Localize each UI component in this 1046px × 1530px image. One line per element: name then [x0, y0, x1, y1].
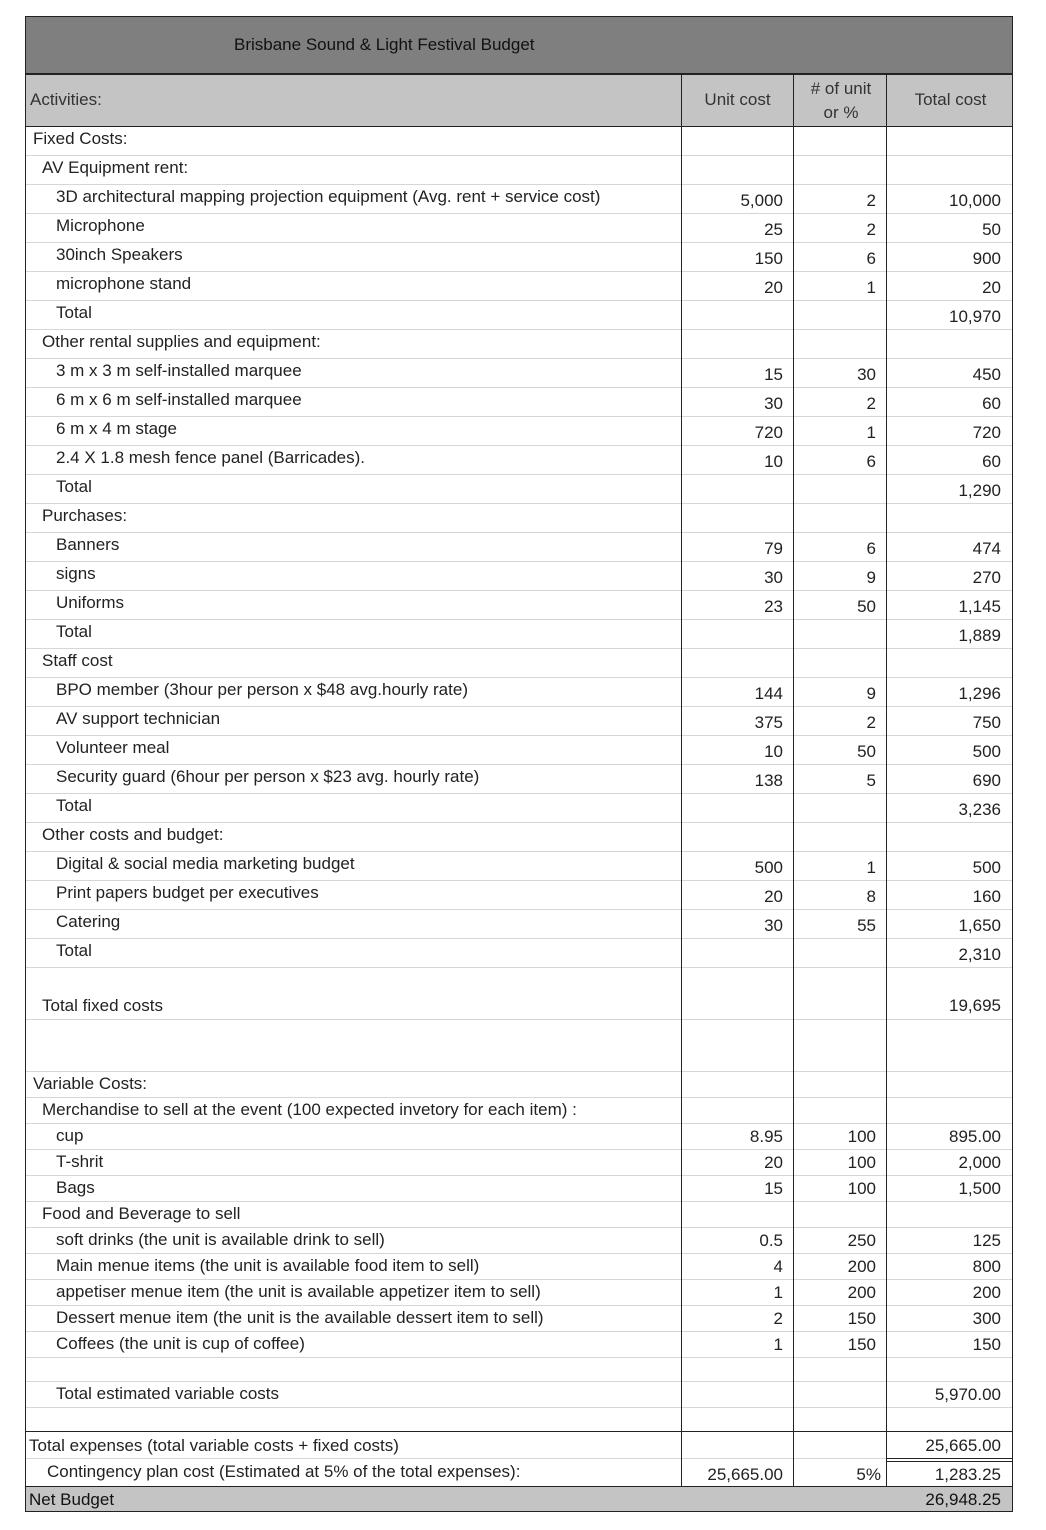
row-total: 800 — [972, 1257, 1001, 1276]
row-unit-cost: 1 — [773, 1335, 783, 1354]
table-row — [25, 214, 1013, 243]
table-row — [25, 1382, 1013, 1408]
row-label: cup — [56, 1126, 84, 1145]
row-label: Total estimated variable costs — [56, 1384, 279, 1403]
row-label: Microphone — [56, 216, 145, 235]
row-qty: 55 — [857, 916, 876, 935]
row-label: Total — [56, 622, 92, 641]
row-label: Total — [56, 303, 92, 322]
row-total: 10,000 — [949, 191, 1001, 210]
row-label: Catering — [56, 912, 121, 931]
row-unit-cost: 20 — [764, 1153, 783, 1172]
row-total: 895.00 — [949, 1127, 1001, 1146]
row-total: 1,145 — [958, 597, 1001, 616]
table-row — [25, 736, 1013, 765]
right-border — [1012, 126, 1013, 1512]
row-qty: 1 — [866, 423, 876, 442]
row-label: 2.4 X 1.8 mesh fence panel (Barricades). — [56, 448, 365, 467]
table-row — [25, 388, 1013, 417]
table-row — [25, 1408, 1013, 1432]
row-total: 270 — [972, 568, 1001, 587]
row-label: Other costs and budget: — [42, 825, 224, 844]
row-unit-cost: 720 — [754, 423, 783, 442]
table-row — [25, 272, 1013, 301]
row-total: 474 — [972, 539, 1001, 558]
header-units-line1: # of unit — [810, 79, 872, 98]
row-label: soft drinks (the unit is available drink to sell) — [56, 1230, 385, 1249]
table-row — [25, 1280, 1013, 1306]
row-label: 6 m x 4 m stage — [56, 419, 177, 438]
table-row — [25, 939, 1013, 968]
table-row — [25, 852, 1013, 881]
row-unit-cost: 30 — [764, 568, 783, 587]
row-label: signs — [56, 564, 96, 583]
row-total: 200 — [972, 1283, 1001, 1302]
row-label: Purchases: — [42, 506, 128, 525]
table-row — [25, 707, 1013, 736]
row-qty: 2 — [866, 394, 876, 413]
col-divider-total — [886, 74, 887, 1486]
left-border — [25, 126, 26, 1512]
row-total: 20 — [982, 278, 1001, 297]
row-total: 50 — [982, 220, 1001, 239]
row-label: AV support technician — [56, 709, 221, 728]
col-divider-unit — [681, 74, 682, 1486]
total-expenses-value: 25,665.00 — [925, 1436, 1001, 1455]
row-qty: 9 — [866, 684, 876, 703]
row-label: Total fixed costs — [42, 996, 163, 1015]
row-label: Staff cost — [42, 651, 113, 670]
row-label: Fixed Costs: — [33, 129, 128, 148]
table-row — [25, 185, 1013, 214]
net-budget-label: Net Budget — [29, 1490, 115, 1509]
row-label: Total — [56, 477, 92, 496]
row-label: Volunteer meal — [56, 738, 170, 757]
row-label: BPO member (3hour per person x $48 avg.hourly rate) — [56, 680, 468, 699]
row-label: Bags — [56, 1178, 95, 1197]
row-total: 60 — [982, 394, 1001, 413]
row-qty: 150 — [847, 1309, 876, 1328]
table-row — [25, 794, 1013, 823]
row-qty: 2 — [866, 713, 876, 732]
summary-top-border — [25, 1431, 1013, 1432]
col-divider-qty — [793, 74, 794, 1486]
row-label: Banners — [56, 535, 120, 554]
row-total: 2,310 — [958, 945, 1001, 964]
row-label: 3 m x 3 m self-installed marquee — [56, 361, 302, 380]
net-budget-value: 26,948.25 — [925, 1490, 1001, 1509]
table-row — [25, 127, 1013, 156]
table-row — [25, 1254, 1013, 1280]
table-row — [25, 620, 1013, 649]
row-qty: 50 — [857, 597, 876, 616]
table-row — [25, 1072, 1013, 1098]
row-label: Security guard (6hour per person x $23 avg. hourly rate) — [56, 767, 480, 786]
row-label: microphone stand — [56, 274, 192, 293]
table-row — [25, 823, 1013, 852]
contingency-value: 1,283.25 — [934, 1465, 1001, 1484]
row-label: Variable Costs: — [33, 1074, 148, 1093]
double-underline-1 — [887, 1458, 1012, 1459]
row-total: 1,889 — [958, 626, 1001, 645]
row-unit-cost: 10 — [764, 742, 783, 761]
row-qty: 2 — [866, 191, 876, 210]
row-qty: 100 — [847, 1127, 876, 1146]
table-row — [25, 301, 1013, 330]
row-qty: 250 — [847, 1231, 876, 1250]
row-total: 150 — [972, 1335, 1001, 1354]
row-total: 19,695 — [949, 996, 1001, 1015]
row-label: T-shrit — [56, 1152, 104, 1171]
row-label: 6 m x 6 m self-installed marquee — [56, 390, 302, 409]
table-row — [25, 1358, 1013, 1382]
row-qty: 6 — [866, 249, 876, 268]
contingency-label: Contingency plan cost (Estimated at 5% of the total expenses): — [47, 1462, 521, 1481]
table-row — [25, 1202, 1013, 1228]
row-total: 3,236 — [958, 800, 1001, 819]
row-total: 160 — [972, 887, 1001, 906]
title-bar — [25, 16, 1013, 74]
header-total-cost: Total cost — [914, 90, 987, 109]
row-unit-cost: 30 — [764, 916, 783, 935]
row-qty: 1 — [866, 278, 876, 297]
table-row — [25, 678, 1013, 707]
row-qty: 8 — [866, 887, 876, 906]
row-label: Dessert menue item (the unit is the available dessert item to sell) — [56, 1308, 544, 1327]
header-row — [25, 74, 1013, 127]
row-unit-cost: 25 — [764, 220, 783, 239]
table-row — [25, 881, 1013, 910]
row-label: Total — [56, 796, 92, 815]
row-total: 60 — [982, 452, 1001, 471]
row-unit-cost: 20 — [764, 887, 783, 906]
row-qty: 6 — [866, 452, 876, 471]
table-row — [25, 1306, 1013, 1332]
contingency-unit: 25,665.00 — [707, 1465, 783, 1484]
contingency-row — [25, 1460, 1013, 1486]
row-unit-cost: 20 — [764, 278, 783, 297]
row-unit-cost: 23 — [764, 597, 783, 616]
row-qty: 5 — [866, 771, 876, 790]
row-label: Other rental supplies and equipment: — [42, 332, 321, 351]
row-qty: 200 — [847, 1257, 876, 1276]
table-row — [25, 649, 1013, 678]
row-qty: 100 — [847, 1179, 876, 1198]
row-qty: 6 — [866, 539, 876, 558]
sheet-title: Brisbane Sound & Light Festival Budget — [234, 35, 535, 54]
row-total: 10,970 — [949, 307, 1001, 326]
row-label: Food and Beverage to sell — [42, 1204, 241, 1223]
table-row — [25, 475, 1013, 504]
row-qty: 100 — [847, 1153, 876, 1172]
table-row — [25, 1228, 1013, 1254]
row-label: AV Equipment rent: — [42, 158, 189, 177]
table-row — [25, 1176, 1013, 1202]
row-unit-cost: 150 — [754, 249, 783, 268]
row-unit-cost: 10 — [764, 452, 783, 471]
row-total: 1,290 — [958, 481, 1001, 500]
table-row — [25, 156, 1013, 185]
row-unit-cost: 138 — [754, 771, 783, 790]
row-total: 1,650 — [958, 916, 1001, 935]
row-total: 5,970.00 — [934, 1385, 1001, 1404]
table-row — [25, 765, 1013, 794]
row-unit-cost: 5,000 — [740, 191, 783, 210]
row-label: appetiser menue item (the unit is available appetizer item to sell) — [56, 1282, 541, 1301]
row-total: 1,500 — [958, 1179, 1001, 1198]
table-row — [25, 1098, 1013, 1124]
table-row — [25, 243, 1013, 272]
row-label: 3D architectural mapping projection equipment (Avg. rent + service cost) — [56, 187, 601, 206]
table-row — [25, 1124, 1013, 1150]
row-unit-cost: 500 — [754, 858, 783, 877]
row-label: Total — [56, 941, 92, 960]
row-total: 500 — [972, 742, 1001, 761]
table-row — [25, 1332, 1013, 1358]
row-unit-cost: 30 — [764, 394, 783, 413]
row-qty: 50 — [857, 742, 876, 761]
row-unit-cost: 15 — [764, 365, 783, 384]
header-units-line2: or % — [823, 103, 859, 122]
row-unit-cost: 0.5 — [759, 1231, 783, 1250]
row-unit-cost: 79 — [764, 539, 783, 558]
row-label: 30inch Speakers — [56, 245, 183, 264]
row-total: 500 — [972, 858, 1001, 877]
row-qty: 200 — [847, 1283, 876, 1302]
row-label: Digital & social media marketing budget — [56, 854, 355, 873]
contingency-pct: 5% — [856, 1465, 881, 1484]
header-activities: Activities: — [30, 90, 102, 109]
header-units — [794, 77, 888, 125]
total-expenses-row — [25, 1433, 1013, 1459]
row-label: Coffees (the unit is cup of coffee) — [56, 1334, 305, 1353]
row-label: Uniforms — [56, 593, 125, 612]
row-total: 750 — [972, 713, 1001, 732]
row-total: 2,000 — [958, 1153, 1001, 1172]
row-total: 900 — [972, 249, 1001, 268]
row-unit-cost: 4 — [773, 1257, 783, 1276]
row-label: Merchandise to sell at the event (100 expected invetory for each item) : — [42, 1100, 577, 1119]
row-total: 1,296 — [958, 684, 1001, 703]
row-qty: 150 — [847, 1335, 876, 1354]
row-qty: 2 — [866, 220, 876, 239]
row-total: 300 — [972, 1309, 1001, 1328]
row-label: Print papers budget per executives — [56, 883, 319, 902]
table-row — [25, 446, 1013, 475]
header-unit-cost: Unit cost — [704, 90, 771, 109]
table-row — [25, 1020, 1013, 1072]
row-qty: 1 — [866, 858, 876, 877]
table-row — [25, 417, 1013, 446]
row-unit-cost: 2 — [773, 1309, 783, 1328]
row-qty: 30 — [857, 365, 876, 384]
row-total: 690 — [972, 771, 1001, 790]
row-unit-cost: 8.95 — [749, 1127, 783, 1146]
row-total: 125 — [972, 1231, 1001, 1250]
table-row — [25, 562, 1013, 591]
table-row — [25, 504, 1013, 533]
table-row — [25, 359, 1013, 388]
table-row — [25, 330, 1013, 359]
net-budget-row — [25, 1486, 1013, 1512]
table-row — [25, 1150, 1013, 1176]
table-row — [25, 968, 1013, 1020]
row-unit-cost: 144 — [754, 684, 783, 703]
row-unit-cost: 375 — [754, 713, 783, 732]
row-total: 720 — [972, 423, 1001, 442]
row-unit-cost: 1 — [773, 1283, 783, 1302]
row-label: Main menue items (the unit is available food item to sell) — [56, 1256, 480, 1275]
row-qty: 9 — [866, 568, 876, 587]
row-unit-cost: 15 — [764, 1179, 783, 1198]
table-row — [25, 533, 1013, 562]
total-expenses-label: Total expenses (total variable costs + fixed costs) — [29, 1436, 399, 1455]
row-total: 450 — [972, 365, 1001, 384]
table-row — [25, 591, 1013, 620]
table-row — [25, 910, 1013, 939]
